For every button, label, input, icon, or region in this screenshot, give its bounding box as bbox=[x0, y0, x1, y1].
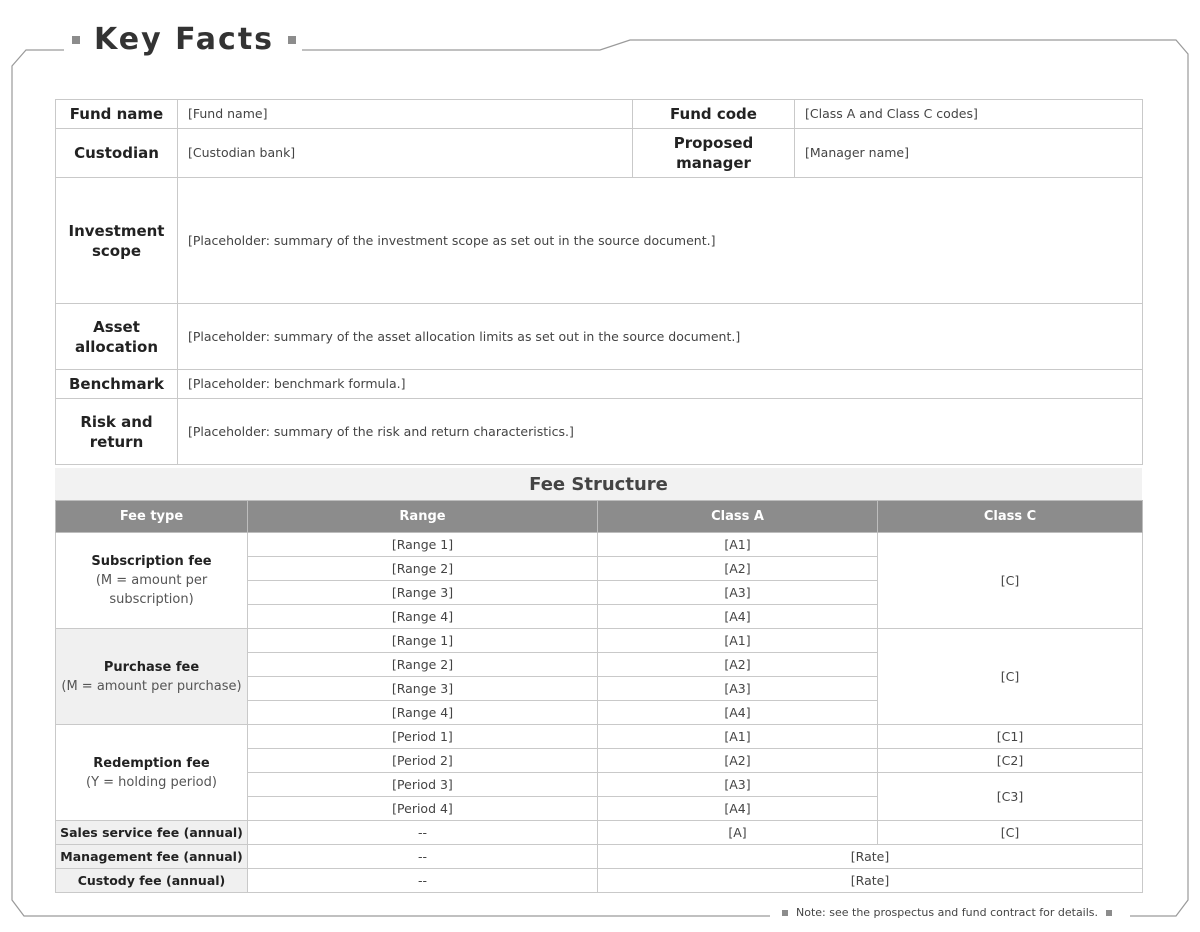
table-row bbox=[56, 370, 1143, 399]
footnote bbox=[770, 906, 1124, 919]
management-fee-value: [Rate] bbox=[598, 845, 1143, 869]
table-row bbox=[56, 629, 1143, 653]
class-a-cell: [A1] bbox=[598, 725, 878, 749]
custody-fee-value: [Rate] bbox=[598, 869, 1143, 893]
title-bullet-right bbox=[288, 36, 296, 44]
range-cell: [Range 4] bbox=[248, 701, 598, 725]
range-cell: -- bbox=[248, 869, 598, 893]
table-row bbox=[56, 821, 1143, 845]
class-a-cell: [A4] bbox=[598, 701, 878, 725]
range-cell: [Period 1] bbox=[248, 725, 598, 749]
range-cell: -- bbox=[248, 821, 598, 845]
class-a-cell: [A4] bbox=[598, 797, 878, 821]
class-c-cell: [C3] bbox=[878, 773, 1143, 821]
fee-table bbox=[55, 500, 1143, 893]
fund-code-label: Fund code bbox=[633, 100, 795, 129]
fee-header-row bbox=[56, 501, 1143, 533]
class-a-cell: [A1] bbox=[598, 533, 878, 557]
class-c-cell: [C] bbox=[878, 821, 1143, 845]
class-a-cell: [A4] bbox=[598, 605, 878, 629]
class-a-cell: [A2] bbox=[598, 749, 878, 773]
class-c-cell: [C] bbox=[878, 629, 1143, 725]
manager-value: [Manager name] bbox=[795, 129, 1143, 178]
subscription-fee-group bbox=[56, 533, 248, 629]
range-cell: [Range 1] bbox=[248, 629, 598, 653]
ratio-value: [Placeholder: summary of the asset allocation limits as set out in the source document.] bbox=[178, 304, 1143, 370]
fund-elements-table bbox=[55, 99, 1143, 465]
purchase-fee-group bbox=[56, 629, 248, 725]
fund-code-value: [Class A and Class C codes] bbox=[795, 100, 1143, 129]
range-cell: [Period 2] bbox=[248, 749, 598, 773]
class-a-cell: [A2] bbox=[598, 557, 878, 581]
range-cell: [Range 4] bbox=[248, 605, 598, 629]
group-name: Redemption fee bbox=[93, 755, 210, 771]
table-row bbox=[56, 129, 1143, 178]
table-row bbox=[56, 845, 1143, 869]
range-cell: [Range 2] bbox=[248, 653, 598, 677]
class-a-cell: [A3] bbox=[598, 677, 878, 701]
sales-service-fee-label: Sales service fee (annual) bbox=[56, 821, 248, 845]
group-note: (Y = holding period) bbox=[86, 774, 217, 790]
title-bullet-left bbox=[72, 36, 80, 44]
fund-name-value: [Fund name] bbox=[178, 100, 633, 129]
header-range: Range bbox=[248, 501, 598, 533]
fee-structure-title: Fee Structure bbox=[55, 468, 1142, 500]
table-row bbox=[56, 725, 1143, 749]
class-a-cell: [A3] bbox=[598, 581, 878, 605]
class-a-cell: [A2] bbox=[598, 653, 878, 677]
range-cell: [Range 3] bbox=[248, 581, 598, 605]
class-a-cell: [A1] bbox=[598, 629, 878, 653]
custody-fee-label: Custody fee (annual) bbox=[56, 869, 248, 893]
risk-label: Risk and return bbox=[56, 399, 178, 465]
risk-value: [Placeholder: summary of the risk and return characteristics.] bbox=[178, 399, 1143, 465]
class-a-cell: [A3] bbox=[598, 773, 878, 797]
scope-value: [Placeholder: summary of the investment scope as set out in the source document.] bbox=[178, 178, 1143, 304]
class-a-cell: [A] bbox=[598, 821, 878, 845]
table-row bbox=[56, 178, 1143, 304]
range-cell: -- bbox=[248, 845, 598, 869]
footnote-text: Note: see the prospectus and fund contract for details. bbox=[796, 906, 1099, 919]
manager-label: Proposed manager bbox=[633, 129, 795, 178]
section-header bbox=[66, 22, 302, 57]
management-fee-label: Management fee (annual) bbox=[56, 845, 248, 869]
custodian-value: [Custodian bank] bbox=[178, 129, 633, 178]
range-cell: [Period 4] bbox=[248, 797, 598, 821]
redemption-fee-group bbox=[56, 725, 248, 821]
class-c-cell: [C] bbox=[878, 533, 1143, 629]
group-name: Purchase fee bbox=[103, 659, 200, 675]
range-cell: [Range 1] bbox=[248, 533, 598, 557]
header-class-c: Class C bbox=[878, 501, 1143, 533]
custodian-label: Custodian bbox=[56, 129, 178, 178]
table-row bbox=[56, 399, 1143, 465]
class-c-cell: [C2] bbox=[878, 749, 1143, 773]
footnote-bullet-right bbox=[1106, 910, 1112, 916]
page-title: Key Facts bbox=[94, 22, 275, 57]
footnote-bullet-left bbox=[782, 910, 788, 916]
header-fee-type: Fee type bbox=[56, 501, 248, 533]
group-name: Subscription fee bbox=[91, 554, 212, 569]
ratio-label: Asset allocation bbox=[56, 304, 178, 370]
group-note: (M = amount per subscription) bbox=[95, 573, 208, 607]
table-row bbox=[56, 100, 1143, 129]
header-class-a: Class A bbox=[598, 501, 878, 533]
benchmark-label: Benchmark bbox=[56, 370, 178, 399]
scope-label: Investment scope bbox=[56, 178, 178, 304]
range-cell: [Range 3] bbox=[248, 677, 598, 701]
class-c-cell: [C1] bbox=[878, 725, 1143, 749]
table-row bbox=[56, 869, 1143, 893]
table-row bbox=[56, 304, 1143, 370]
group-note: (M = amount per purchase) bbox=[61, 678, 242, 694]
fund-name-label: Fund name bbox=[56, 100, 178, 129]
table-row bbox=[56, 533, 1143, 557]
range-cell: [Range 2] bbox=[248, 557, 598, 581]
range-cell: [Period 3] bbox=[248, 773, 598, 797]
benchmark-value: [Placeholder: benchmark formula.] bbox=[178, 370, 1143, 399]
